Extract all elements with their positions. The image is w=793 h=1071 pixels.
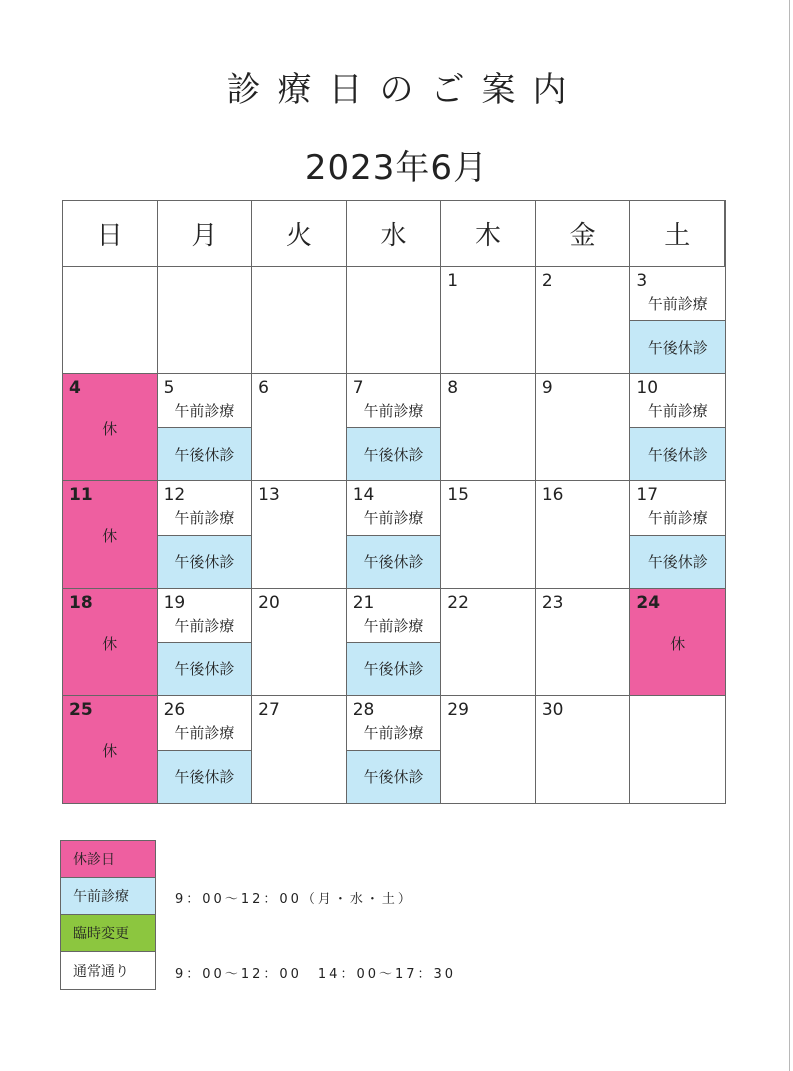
pm-closed-label: 午後休診 [347, 427, 441, 480]
am-clinic-label: 午前診療 [174, 616, 235, 635]
day-number: 18 [69, 592, 93, 613]
day-number: 16 [541, 485, 564, 506]
day-cell [252, 589, 347, 696]
pm-closed-label: 午後休診 [158, 535, 252, 588]
day-cell [536, 481, 631, 588]
day-cell [347, 696, 442, 803]
day-number: 7 [352, 378, 364, 399]
day-number: 19 [163, 592, 186, 613]
day-number: 26 [163, 699, 186, 720]
legend-am-clinic: 午前診療 [61, 878, 155, 915]
day-number: 5 [163, 378, 175, 399]
am-hours-note: 9：00～12：00（月・水・土） [175, 892, 414, 907]
day-number: 21 [352, 592, 375, 613]
am-clinic-label: 午前診療 [363, 616, 424, 635]
day-cell [441, 481, 536, 588]
pm-closed-label: 午後休診 [630, 320, 725, 373]
page-title: 診療日のご案内 [226, 70, 584, 110]
day-number: 22 [447, 592, 469, 613]
weekday-header-sun: 日 [63, 201, 158, 267]
am-clinic-label: 午前診療 [174, 402, 235, 421]
day-number: 28 [352, 699, 375, 720]
am-clinic-label: 午前診療 [647, 509, 708, 528]
weekday-header-tue: 火 [252, 201, 347, 267]
day-number: 13 [258, 485, 280, 506]
day-cell [347, 374, 442, 481]
day-cell [63, 696, 158, 803]
day-cell [252, 696, 347, 803]
day-cell [536, 589, 631, 696]
empty-day-cell [252, 267, 347, 374]
day-cell [536, 267, 631, 374]
am-clinic-label: 午前診療 [363, 402, 424, 421]
day-cell [63, 481, 158, 588]
day-number: 15 [447, 485, 469, 506]
day-cell [441, 374, 536, 481]
day-number: 23 [541, 592, 564, 613]
legend-normal: 通常通り [61, 952, 155, 989]
am-clinic-label: 午前診療 [647, 402, 708, 421]
pm-closed-label: 午後休診 [347, 750, 441, 803]
day-cell [630, 481, 725, 588]
legend-temporary-change: 臨時変更 [61, 915, 155, 952]
day-number: 25 [69, 699, 93, 720]
day-number: 9 [541, 378, 553, 399]
day-number: 24 [636, 592, 661, 613]
day-number: 27 [258, 699, 280, 720]
empty-day-cell [347, 267, 442, 374]
closed-label: 休 [102, 527, 118, 546]
pm-closed-label: 午後休診 [630, 427, 725, 480]
day-number: 30 [541, 699, 564, 720]
day-number: 1 [447, 271, 459, 291]
empty-day-cell [158, 267, 253, 374]
am-clinic-label: 午前診療 [174, 723, 235, 742]
empty-day-cell [63, 267, 158, 374]
pm-closed-label: 午後休診 [158, 642, 252, 695]
weekday-header-mon: 月 [158, 201, 253, 267]
closed-label: 休 [102, 420, 118, 439]
am-clinic-label: 午前診療 [647, 295, 708, 313]
weekday-header-sat: 土 [630, 201, 725, 267]
am-clinic-label: 午前診療 [363, 723, 424, 742]
day-number: 3 [636, 271, 648, 291]
day-number: 29 [447, 699, 469, 720]
day-cell [252, 481, 347, 588]
day-cell [630, 267, 725, 374]
closed-label: 休 [102, 634, 118, 653]
am-clinic-label: 午前診療 [363, 509, 424, 528]
month-heading: 2023年6月 [304, 148, 489, 188]
day-number: 10 [636, 378, 659, 399]
day-cell [158, 589, 253, 696]
empty-day-cell [630, 696, 725, 803]
legend [60, 840, 156, 990]
day-cell [347, 589, 442, 696]
day-number: 20 [258, 592, 280, 613]
closed-label: 休 [102, 741, 118, 760]
day-cell [158, 481, 253, 588]
pm-closed-label: 午後休診 [158, 427, 252, 480]
pm-closed-label: 午後休診 [630, 535, 725, 588]
day-cell [158, 374, 253, 481]
legend-closed: 休診日 [61, 841, 155, 878]
day-number: 14 [352, 485, 375, 506]
day-cell [536, 696, 631, 803]
day-number: 17 [636, 485, 659, 506]
day-cell [441, 267, 536, 374]
am-clinic-label: 午前診療 [174, 509, 235, 528]
weekday-header-thu: 木 [441, 201, 536, 267]
day-number: 4 [69, 378, 81, 399]
day-cell [630, 374, 725, 481]
pm-closed-label: 午後休診 [158, 750, 252, 803]
day-number: 2 [541, 271, 553, 291]
day-cell [630, 589, 725, 696]
weekday-header-wed: 水 [347, 201, 442, 267]
pm-closed-label: 午後休診 [347, 642, 441, 695]
day-number: 12 [163, 485, 186, 506]
day-number: 8 [447, 378, 459, 399]
normal-hours-note: 9：00～12：00 14：00～17：30 [175, 967, 457, 982]
closed-label: 休 [670, 634, 686, 653]
weekday-header-fri: 金 [536, 201, 631, 267]
day-cell [536, 374, 631, 481]
day-cell [158, 696, 253, 803]
day-cell [252, 374, 347, 481]
day-cell [347, 481, 442, 588]
day-cell [63, 374, 158, 481]
pm-closed-label: 午後休診 [347, 535, 441, 588]
day-number: 11 [69, 485, 93, 506]
day-number: 6 [258, 378, 269, 399]
day-cell [441, 696, 536, 803]
day-cell [63, 589, 158, 696]
day-cell [441, 589, 536, 696]
calendar-grid [62, 200, 726, 804]
